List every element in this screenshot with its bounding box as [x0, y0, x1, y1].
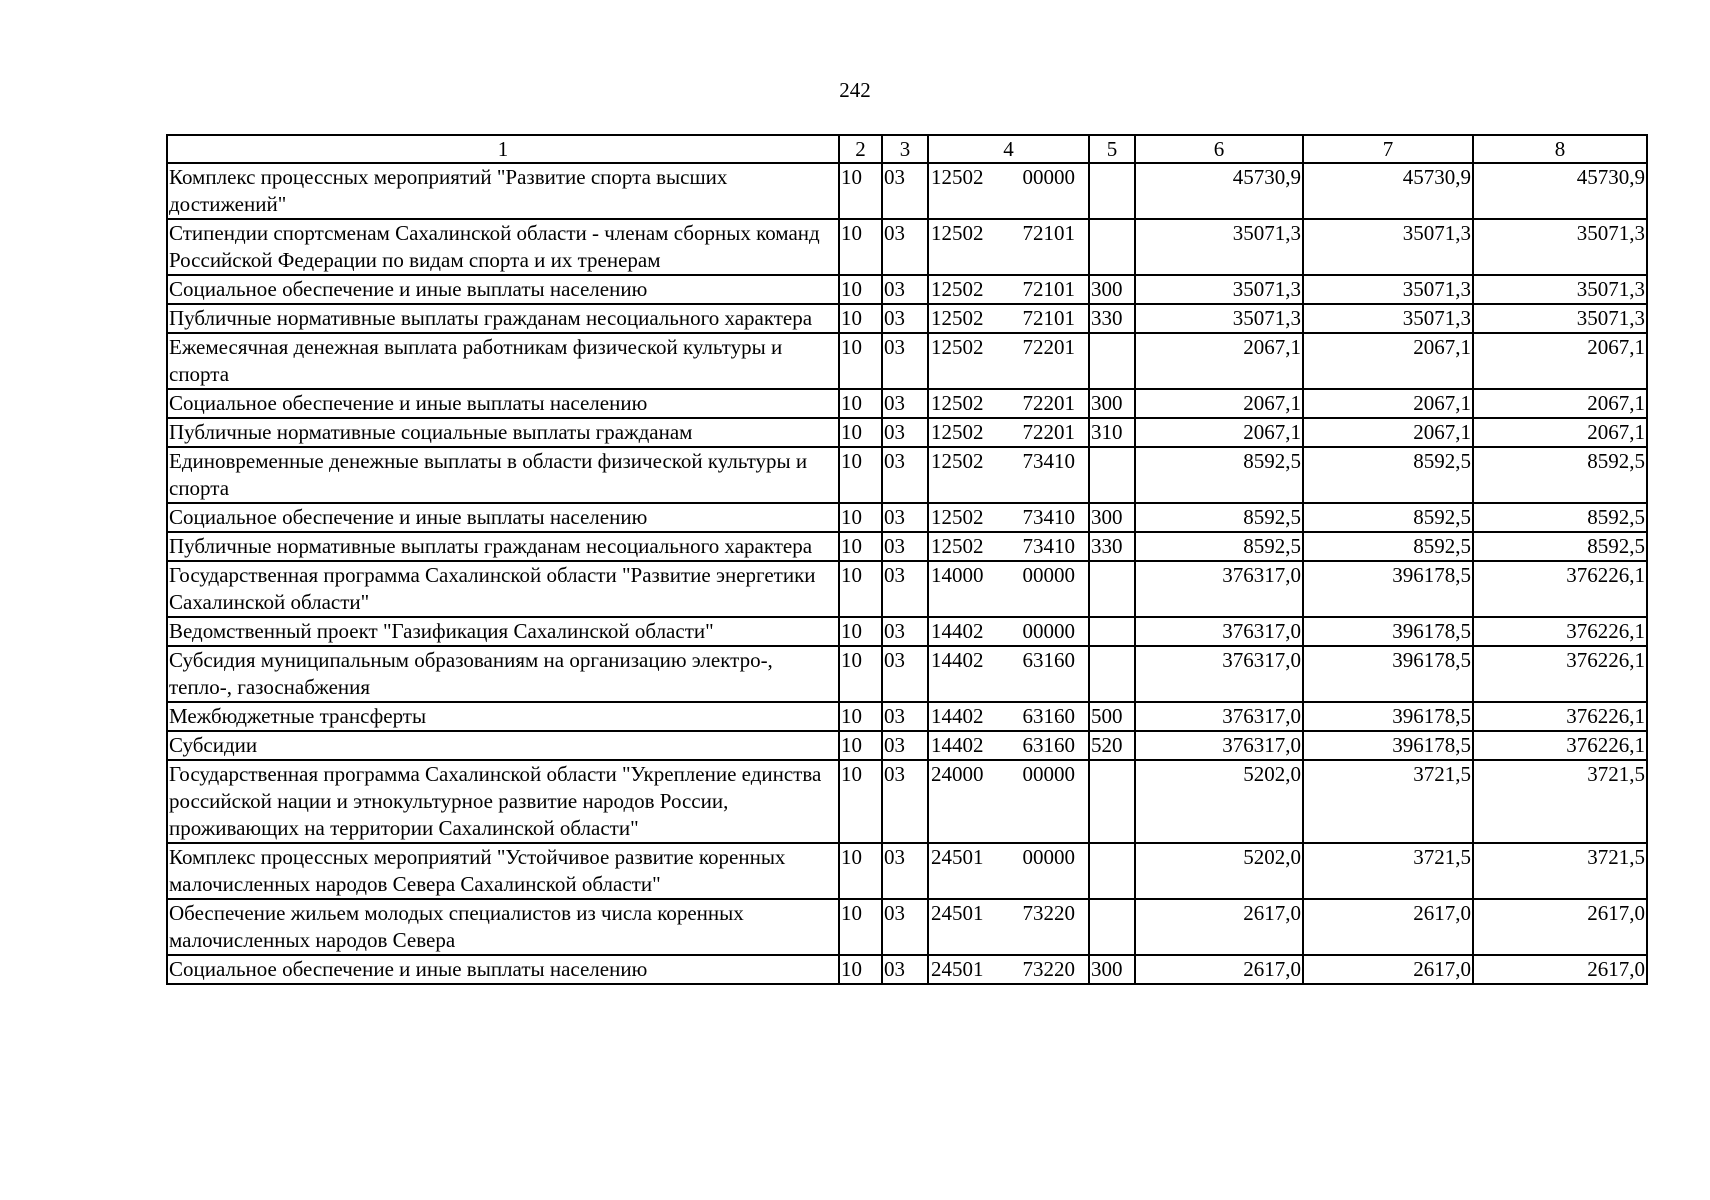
- target-article-code: [928, 418, 1089, 447]
- table-row: [167, 646, 1647, 702]
- table-row: [167, 617, 1647, 646]
- expense-type-code: [1089, 617, 1135, 646]
- row-name: Публичные нормативные социальные выплаты гражданам: [167, 418, 839, 447]
- section-code: 10: [839, 617, 882, 646]
- section-code: 10: [839, 532, 882, 561]
- target-article-program-code: 12502: [931, 335, 984, 359]
- amount-col-6: 5202,0: [1135, 843, 1303, 899]
- target-article-code: [928, 899, 1089, 955]
- amount-col-8: 2067,1: [1473, 418, 1647, 447]
- page-number: 242: [839, 78, 871, 102]
- target-article-program-code: 14402: [931, 733, 984, 757]
- target-article-code: [928, 646, 1089, 702]
- target-article-program-code: 12502: [931, 449, 984, 473]
- table-row: [167, 532, 1647, 561]
- amount-col-8: 8592,5: [1473, 503, 1647, 532]
- section-code: 10: [839, 163, 882, 219]
- table-row: [167, 843, 1647, 899]
- table-row: [167, 275, 1647, 304]
- expense-type-code: [1089, 219, 1135, 275]
- section-code: 10: [839, 646, 882, 702]
- expense-type-code: [1089, 561, 1135, 617]
- expense-type-code: [1089, 447, 1135, 503]
- target-article-code: [928, 561, 1089, 617]
- table-row: [167, 760, 1647, 843]
- target-article-direction-code: 73410: [1022, 505, 1075, 529]
- amount-col-7: 3721,5: [1303, 760, 1473, 843]
- expense-type-code: 300: [1089, 275, 1135, 304]
- amount-col-6: 35071,3: [1135, 275, 1303, 304]
- target-article-direction-code: 73410: [1022, 534, 1075, 558]
- amount-col-7: 8592,5: [1303, 447, 1473, 503]
- column-header: 7: [1303, 135, 1473, 163]
- target-article-direction-code: 00000: [1022, 165, 1075, 189]
- amount-col-7: 45730,9: [1303, 163, 1473, 219]
- target-article-program-code: 24501: [931, 845, 984, 869]
- subsection-code: 03: [882, 532, 928, 561]
- column-header: 1: [167, 135, 839, 163]
- target-article-code: [928, 275, 1089, 304]
- section-code: 10: [839, 333, 882, 389]
- table-row: [167, 955, 1647, 984]
- expense-type-code: [1089, 646, 1135, 702]
- subsection-code: 03: [882, 275, 928, 304]
- amount-col-7: 35071,3: [1303, 304, 1473, 333]
- section-code: 10: [839, 275, 882, 304]
- amount-col-7: 396178,5: [1303, 646, 1473, 702]
- amount-col-6: 2067,1: [1135, 418, 1303, 447]
- target-article-code: [928, 843, 1089, 899]
- amount-col-7: 3721,5: [1303, 843, 1473, 899]
- row-name: Субсидия муниципальным образованиям на организацию электро-, тепло-, газоснабжения: [167, 646, 839, 702]
- section-code: 10: [839, 702, 882, 731]
- expense-type-code: 330: [1089, 304, 1135, 333]
- section-code: 10: [839, 447, 882, 503]
- amount-col-6: 35071,3: [1135, 219, 1303, 275]
- subsection-code: 03: [882, 447, 928, 503]
- target-article-code: [928, 731, 1089, 760]
- amount-col-8: 35071,3: [1473, 304, 1647, 333]
- section-code: 10: [839, 731, 882, 760]
- target-article-program-code: 14402: [931, 619, 984, 643]
- target-article-direction-code: 00000: [1022, 762, 1075, 786]
- section-code: 10: [839, 760, 882, 843]
- section-code: 10: [839, 955, 882, 984]
- target-article-program-code: 12502: [931, 391, 984, 415]
- subsection-code: 03: [882, 731, 928, 760]
- subsection-code: 03: [882, 899, 928, 955]
- amount-col-8: 376226,1: [1473, 617, 1647, 646]
- target-article-code: [928, 617, 1089, 646]
- target-article-program-code: 12502: [931, 420, 984, 444]
- section-code: 10: [839, 561, 882, 617]
- subsection-code: 03: [882, 219, 928, 275]
- target-article-program-code: 12502: [931, 277, 984, 301]
- amount-col-8: 376226,1: [1473, 561, 1647, 617]
- section-code: 10: [839, 503, 882, 532]
- row-name: Публичные нормативные выплаты гражданам несоциального характера: [167, 304, 839, 333]
- row-name: Субсидии: [167, 731, 839, 760]
- row-name: Социальное обеспечение и иные выплаты населению: [167, 955, 839, 984]
- expense-type-code: [1089, 899, 1135, 955]
- target-article-direction-code: 72101: [1022, 277, 1075, 301]
- target-article-direction-code: 73220: [1022, 901, 1075, 925]
- amount-col-6: 5202,0: [1135, 760, 1303, 843]
- amount-col-6: 2067,1: [1135, 389, 1303, 418]
- subsection-code: 03: [882, 702, 928, 731]
- expense-type-code: [1089, 163, 1135, 219]
- column-header: 5: [1089, 135, 1135, 163]
- amount-col-8: 35071,3: [1473, 275, 1647, 304]
- section-code: 10: [839, 843, 882, 899]
- target-article-direction-code: 72201: [1022, 335, 1075, 359]
- amount-col-7: 396178,5: [1303, 731, 1473, 760]
- row-name: Социальное обеспечение и иные выплаты населению: [167, 275, 839, 304]
- table-row: [167, 447, 1647, 503]
- column-header: 6: [1135, 135, 1303, 163]
- amount-col-6: 2067,1: [1135, 333, 1303, 389]
- amount-col-6: 376317,0: [1135, 646, 1303, 702]
- row-name: Государственная программа Сахалинской области "Развитие энергетики Сахалинской области": [167, 561, 839, 617]
- section-code: 10: [839, 389, 882, 418]
- amount-col-8: 2067,1: [1473, 389, 1647, 418]
- section-code: 10: [839, 899, 882, 955]
- table-row: [167, 418, 1647, 447]
- expense-type-code: [1089, 843, 1135, 899]
- amount-col-8: 2067,1: [1473, 333, 1647, 389]
- target-article-code: [928, 163, 1089, 219]
- target-article-direction-code: 63160: [1022, 704, 1075, 728]
- subsection-code: 03: [882, 503, 928, 532]
- subsection-code: 03: [882, 617, 928, 646]
- row-name: Единовременные денежные выплаты в области физической культуры и спорта: [167, 447, 839, 503]
- subsection-code: 03: [882, 333, 928, 389]
- amount-col-8: 2617,0: [1473, 899, 1647, 955]
- section-code: 10: [839, 418, 882, 447]
- amount-col-7: 35071,3: [1303, 219, 1473, 275]
- row-name: Государственная программа Сахалинской области "Укрепление единства российской нации и этнокультурное развитие народов России, проживающих на территории Сахалинской области": [167, 760, 839, 843]
- amount-col-8: 376226,1: [1473, 646, 1647, 702]
- target-article-code: [928, 955, 1089, 984]
- amount-col-7: 35071,3: [1303, 275, 1473, 304]
- target-article-program-code: 14402: [931, 648, 984, 672]
- amount-col-6: 8592,5: [1135, 532, 1303, 561]
- target-article-program-code: 12502: [931, 221, 984, 245]
- table-row: [167, 333, 1647, 389]
- target-article-code: [928, 702, 1089, 731]
- amount-col-7: 396178,5: [1303, 702, 1473, 731]
- amount-col-7: 2067,1: [1303, 333, 1473, 389]
- row-name: Ведомственный проект "Газификация Сахалинской области": [167, 617, 839, 646]
- target-article-program-code: 24000: [931, 762, 984, 786]
- target-article-code: [928, 760, 1089, 843]
- target-article-direction-code: 00000: [1022, 845, 1075, 869]
- target-article-program-code: 24501: [931, 901, 984, 925]
- subsection-code: 03: [882, 760, 928, 843]
- row-name: Обеспечение жильем молодых специалистов из числа коренных малочисленных народов Севера: [167, 899, 839, 955]
- amount-col-8: 35071,3: [1473, 219, 1647, 275]
- target-article-direction-code: 00000: [1022, 619, 1075, 643]
- row-name: Комплекс процессных мероприятий "Устойчивое развитие коренных малочисленных народов Севера Сахалинской области": [167, 843, 839, 899]
- amount-col-6: 45730,9: [1135, 163, 1303, 219]
- row-name: Социальное обеспечение и иные выплаты населению: [167, 389, 839, 418]
- column-header: 4: [928, 135, 1089, 163]
- column-number-row: [167, 135, 1647, 163]
- subsection-code: 03: [882, 843, 928, 899]
- expense-type-code: [1089, 333, 1135, 389]
- subsection-code: 03: [882, 389, 928, 418]
- amount-col-7: 396178,5: [1303, 617, 1473, 646]
- target-article-direction-code: 73220: [1022, 957, 1075, 981]
- amount-col-7: 8592,5: [1303, 503, 1473, 532]
- subsection-code: 03: [882, 646, 928, 702]
- amount-col-8: 376226,1: [1473, 702, 1647, 731]
- amount-col-8: 8592,5: [1473, 532, 1647, 561]
- column-header: 2: [839, 135, 882, 163]
- amount-col-6: 376317,0: [1135, 702, 1303, 731]
- amount-col-8: 45730,9: [1473, 163, 1647, 219]
- table-row: [167, 561, 1647, 617]
- amount-col-6: 376317,0: [1135, 731, 1303, 760]
- amount-col-6: 8592,5: [1135, 503, 1303, 532]
- target-article-program-code: 12502: [931, 165, 984, 189]
- target-article-direction-code: 63160: [1022, 648, 1075, 672]
- amount-col-7: 2617,0: [1303, 955, 1473, 984]
- amount-col-8: 8592,5: [1473, 447, 1647, 503]
- target-article-program-code: 14000: [931, 563, 984, 587]
- amount-col-7: 2617,0: [1303, 899, 1473, 955]
- target-article-program-code: 12502: [931, 505, 984, 529]
- target-article-code: [928, 304, 1089, 333]
- target-article-code: [928, 447, 1089, 503]
- row-name: Комплекс процессных мероприятий "Развитие спорта высших достижений": [167, 163, 839, 219]
- column-header: 8: [1473, 135, 1647, 163]
- target-article-direction-code: 72201: [1022, 420, 1075, 444]
- column-header: 3: [882, 135, 928, 163]
- target-article-code: [928, 333, 1089, 389]
- expense-type-code: 520: [1089, 731, 1135, 760]
- target-article-code: [928, 219, 1089, 275]
- amount-col-6: 35071,3: [1135, 304, 1303, 333]
- target-article-code: [928, 532, 1089, 561]
- table-row: [167, 899, 1647, 955]
- row-name: Межбюджетные трансферты: [167, 702, 839, 731]
- subsection-code: 03: [882, 955, 928, 984]
- table-row: [167, 389, 1647, 418]
- expense-type-code: 300: [1089, 389, 1135, 418]
- table-row: [167, 304, 1647, 333]
- amount-col-8: 2617,0: [1473, 955, 1647, 984]
- expense-type-code: 300: [1089, 955, 1135, 984]
- target-article-direction-code: 72101: [1022, 306, 1075, 330]
- amount-col-7: 2067,1: [1303, 389, 1473, 418]
- expense-type-code: 310: [1089, 418, 1135, 447]
- row-name: Ежемесячная денежная выплата работникам физической культуры и спорта: [167, 333, 839, 389]
- target-article-direction-code: 72201: [1022, 391, 1075, 415]
- amount-col-8: 376226,1: [1473, 731, 1647, 760]
- amount-col-6: 2617,0: [1135, 899, 1303, 955]
- table-row: [167, 163, 1647, 219]
- budget-table: [166, 134, 1648, 985]
- amount-col-6: 376317,0: [1135, 617, 1303, 646]
- subsection-code: 03: [882, 163, 928, 219]
- subsection-code: 03: [882, 418, 928, 447]
- target-article-code: [928, 389, 1089, 418]
- section-code: 10: [839, 219, 882, 275]
- amount-col-7: 2067,1: [1303, 418, 1473, 447]
- target-article-program-code: 14402: [931, 704, 984, 728]
- target-article-direction-code: 73410: [1022, 449, 1075, 473]
- subsection-code: 03: [882, 304, 928, 333]
- target-article-direction-code: 63160: [1022, 733, 1075, 757]
- target-article-program-code: 12502: [931, 534, 984, 558]
- amount-col-6: 376317,0: [1135, 561, 1303, 617]
- amount-col-8: 3721,5: [1473, 760, 1647, 843]
- expense-type-code: 300: [1089, 503, 1135, 532]
- table-row: [167, 219, 1647, 275]
- target-article-program-code: 12502: [931, 306, 984, 330]
- expense-type-code: 500: [1089, 702, 1135, 731]
- target-article-direction-code: 00000: [1022, 563, 1075, 587]
- amount-col-6: 8592,5: [1135, 447, 1303, 503]
- expense-type-code: 330: [1089, 532, 1135, 561]
- amount-col-7: 8592,5: [1303, 532, 1473, 561]
- row-name: Стипендии спортсменам Сахалинской области - членам сборных команд Российской Федерации по видам спорта и их тренерам: [167, 219, 839, 275]
- table-row: [167, 503, 1647, 532]
- section-code: 10: [839, 304, 882, 333]
- table-row: [167, 731, 1647, 760]
- amount-col-7: 396178,5: [1303, 561, 1473, 617]
- target-article-code: [928, 503, 1089, 532]
- target-article-direction-code: 72101: [1022, 221, 1075, 245]
- row-name: Публичные нормативные выплаты гражданам несоциального характера: [167, 532, 839, 561]
- table-row: [167, 702, 1647, 731]
- row-name: Социальное обеспечение и иные выплаты населению: [167, 503, 839, 532]
- target-article-program-code: 24501: [931, 957, 984, 981]
- subsection-code: 03: [882, 561, 928, 617]
- amount-col-6: 2617,0: [1135, 955, 1303, 984]
- amount-col-8: 3721,5: [1473, 843, 1647, 899]
- expense-type-code: [1089, 760, 1135, 843]
